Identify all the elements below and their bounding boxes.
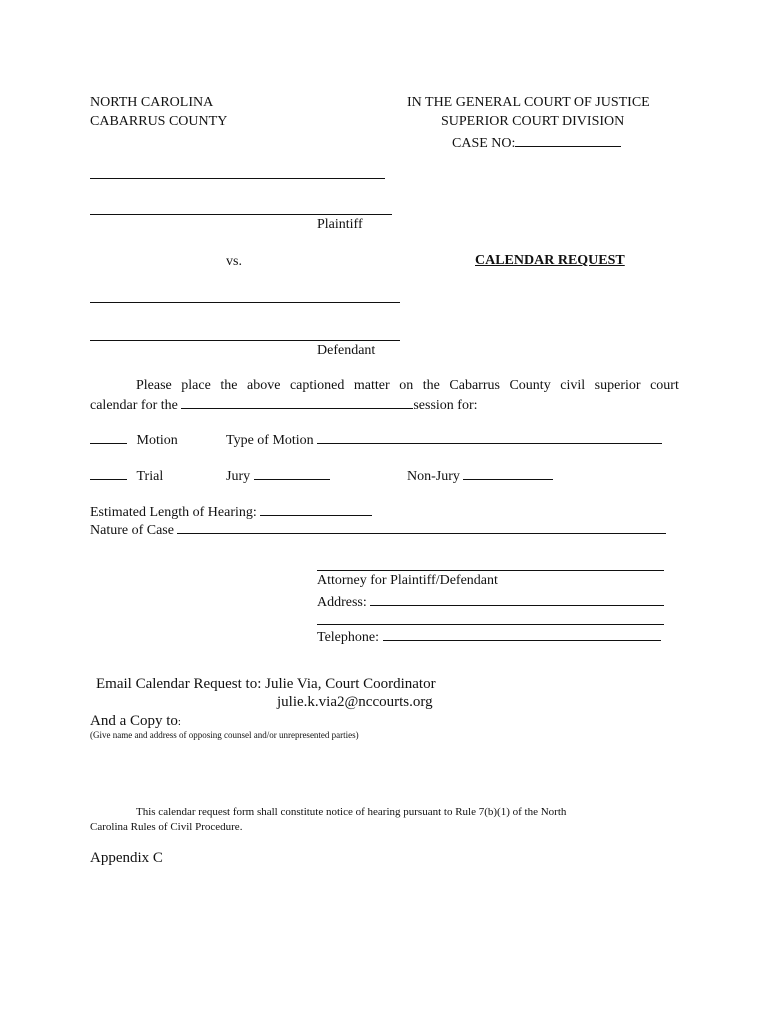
request-word: matter: [353, 378, 390, 393]
appendix-label: Appendix C: [90, 850, 163, 866]
notice-line-1: This calendar request form shall constitute notice of hearing pursuant to Rule 7(b)(1) of the North: [136, 806, 567, 818]
type-of-motion-label: Type of Motion: [226, 433, 314, 448]
request-word: Cabarrus: [449, 378, 500, 393]
court-name: IN THE GENERAL COURT OF JUSTICE: [407, 95, 650, 110]
address-blank[interactable]: [370, 592, 664, 606]
case-number-field[interactable]: [452, 133, 621, 153]
nature-of-case-label: Nature of Case: [90, 523, 174, 538]
request-word: the: [220, 378, 238, 393]
motion-label: Motion: [136, 433, 178, 448]
request-word: place: [181, 378, 211, 393]
motion-checkbox-blank[interactable]: [90, 430, 127, 444]
estimated-length-field[interactable]: [90, 502, 372, 522]
jury-label: Jury: [226, 469, 251, 484]
type-of-motion-blank[interactable]: [317, 430, 662, 444]
state-name: NORTH CAROLINA: [90, 95, 214, 110]
nature-of-case-field[interactable]: [90, 520, 666, 540]
request-word: court: [650, 378, 679, 393]
request-paragraph-line-2: [90, 395, 478, 415]
copy-to-label: [90, 712, 181, 730]
copy-to-colon: :: [177, 716, 181, 728]
trial-label: Trial: [136, 469, 164, 484]
request-line2-suffix: session for:: [413, 398, 478, 413]
plaintiff-label: Plaintiff: [317, 217, 363, 232]
defendant-label: Defendant: [317, 343, 376, 358]
jury-blank[interactable]: [254, 466, 330, 480]
request-word: County: [509, 378, 551, 393]
county-name: CABARRUS COUNTY: [90, 114, 228, 129]
form-title: CALENDAR REQUEST: [475, 253, 625, 268]
plaintiff-name-line-1[interactable]: [90, 178, 385, 179]
request-word: Please: [136, 378, 172, 393]
case-number-blank[interactable]: [515, 133, 621, 147]
versus-label: vs.: [226, 254, 242, 269]
request-word: superior: [594, 378, 641, 393]
plaintiff-name-line-2[interactable]: [90, 214, 392, 215]
request-line2-prefix: calendar for the: [90, 398, 178, 413]
trial-checkbox-blank[interactable]: [90, 466, 127, 480]
telephone-field[interactable]: [317, 627, 661, 647]
case-number-label: CASE NO:: [452, 136, 516, 151]
non-jury-label: Non-Jury: [407, 469, 460, 484]
request-word: captioned: [289, 378, 345, 393]
request-word: the: [422, 378, 440, 393]
session-blank[interactable]: [181, 395, 413, 409]
telephone-blank[interactable]: [383, 627, 661, 641]
address-line-2[interactable]: [317, 624, 664, 625]
attorney-label: Attorney for Plaintiff/Defendant: [317, 573, 498, 588]
request-word: above: [247, 378, 281, 393]
estimated-length-label: Estimated Length of Hearing:: [90, 505, 257, 520]
motion-option[interactable]: [90, 430, 178, 450]
copy-to-note: (Give name and address of opposing counsel and/or unrepresented parties): [90, 730, 359, 740]
telephone-label: Telephone:: [317, 630, 379, 645]
defendant-name-line-2[interactable]: [90, 340, 400, 341]
jury-option[interactable]: [226, 466, 330, 486]
address-field[interactable]: [317, 592, 664, 612]
court-division: SUPERIOR COURT DIVISION: [441, 114, 625, 129]
email-instruction: Email Calendar Request to: Julie Via, Court Coordinator: [96, 676, 436, 692]
defendant-name-line-1[interactable]: [90, 302, 400, 303]
address-label: Address:: [317, 595, 367, 610]
estimated-length-blank[interactable]: [260, 502, 372, 516]
attorney-signature-line[interactable]: [317, 570, 664, 571]
non-jury-option[interactable]: [407, 466, 553, 486]
non-jury-blank[interactable]: [463, 466, 553, 480]
notice-line-2: Carolina Rules of Civil Procedure.: [90, 821, 243, 833]
request-word: civil: [560, 378, 586, 393]
coordinator-email: julie.k.via2@nccourts.org: [277, 694, 433, 710]
request-paragraph-line-1: [90, 377, 679, 395]
trial-option[interactable]: [90, 466, 163, 486]
request-word: on: [399, 378, 414, 393]
type-of-motion-field[interactable]: [226, 430, 662, 450]
copy-to-text: And a Copy to: [90, 713, 178, 729]
nature-of-case-blank[interactable]: [177, 520, 666, 534]
